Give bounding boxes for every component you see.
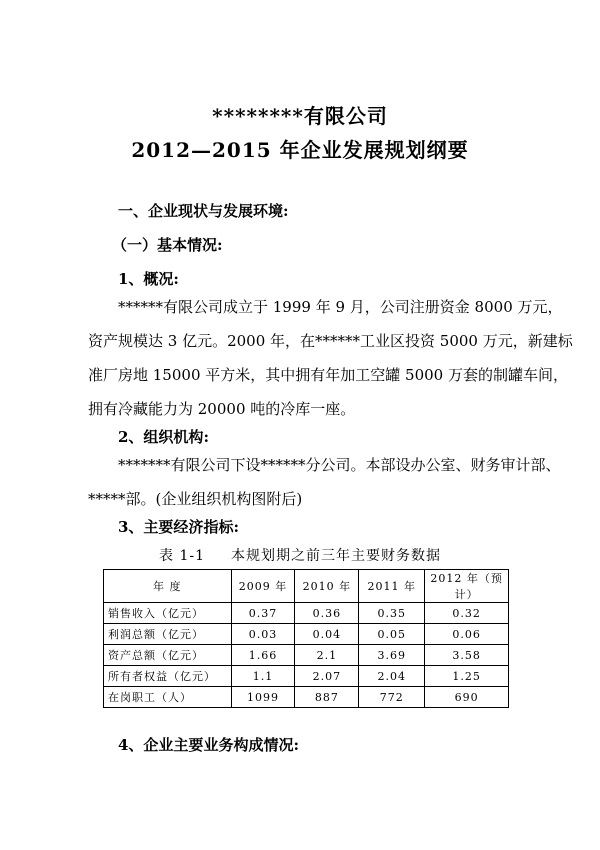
table-row-label: 在岗职工（人）	[104, 687, 232, 708]
subsection-basic-heading: （一）基本情况:	[112, 236, 223, 254]
table-cell: 0.04	[295, 624, 359, 645]
overview-line-2: 资产规模达 3 亿元。2000 年，在******工业区投资 5000 万元，新建标	[88, 332, 573, 350]
table-caption	[0, 545, 600, 565]
table-row	[104, 624, 509, 645]
table-header-cell: 年 度	[104, 570, 232, 603]
table-cell: 0.03	[231, 624, 295, 645]
table-cell: 887	[295, 687, 359, 708]
table-row-label: 资产总额（亿元）	[104, 645, 232, 666]
table-header-cell: 2010 年	[295, 570, 359, 603]
table-cell: 1099	[231, 687, 295, 708]
table-cell: 2.07	[295, 666, 359, 687]
table-cell: 2.04	[359, 666, 425, 687]
organization-paragraph	[88, 448, 561, 516]
table-header-cell: 2009 年	[231, 570, 295, 603]
organization-line-2: *****部。(企业组织机构图附后)	[88, 490, 303, 508]
company-title: ********有限公司	[212, 104, 388, 128]
table-caption-number: 表 1-1	[159, 548, 205, 564]
table-cell: 0.32	[425, 603, 509, 624]
overview-line-4: 拥有冷藏能力为 20000 吨的冷库一座。	[88, 400, 356, 418]
overview-line-3: 准厂房地 15000 平方米，其中拥有年加工空罐 5000 万套的制罐车间，	[88, 366, 568, 384]
item-1-heading: 1、概况:	[118, 270, 179, 288]
item-3-heading: 3、主要经济指标:	[118, 518, 239, 536]
table-header-cell: 2011 年	[359, 570, 425, 603]
table-cell: 0.37	[231, 603, 295, 624]
table-cell: 0.35	[359, 603, 425, 624]
section-1-heading: 一、企业现状与发展环境:	[118, 202, 289, 220]
table-row-label: 利润总额（亿元）	[104, 624, 232, 645]
table-cell: 772	[359, 687, 425, 708]
table-row	[104, 687, 509, 708]
table-header-row	[104, 570, 509, 603]
table-cell: 3.69	[359, 645, 425, 666]
table-cell: 1.25	[425, 666, 509, 687]
table-cell: 690	[425, 687, 509, 708]
table-row-label: 所有者权益（亿元）	[104, 666, 232, 687]
table-cell: 0.36	[295, 603, 359, 624]
overview-paragraph	[88, 290, 573, 426]
table-row-label: 销售收入（亿元）	[104, 603, 232, 624]
table-row	[104, 645, 509, 666]
organization-line-1: *******有限公司下设******分公司。本部设办公室、财务审计部、	[118, 456, 561, 474]
table-cell: 0.06	[425, 624, 509, 645]
table-caption-text: 本规划期之前三年主要财务数据	[231, 548, 441, 564]
table-cell: 1.66	[231, 645, 295, 666]
table-cell: 1.1	[231, 666, 295, 687]
overview-line-1: ******有限公司成立于 1999 年 9 月，公司注册资金 8000 万元，	[118, 298, 563, 316]
table-cell: 0.05	[359, 624, 425, 645]
item-2-heading: 2、组织机构:	[118, 428, 209, 446]
plan-title: 2012—2015 年企业发展规划纲要	[131, 138, 469, 162]
table-header-cell: 2012 年（预计）	[425, 570, 509, 603]
table-row	[104, 666, 509, 687]
item-4-heading: 4、企业主要业务构成情况:	[118, 736, 299, 754]
table-cell: 2.1	[295, 645, 359, 666]
table-cell: 3.58	[425, 645, 509, 666]
table-row	[104, 603, 509, 624]
financial-data-table	[103, 569, 509, 708]
